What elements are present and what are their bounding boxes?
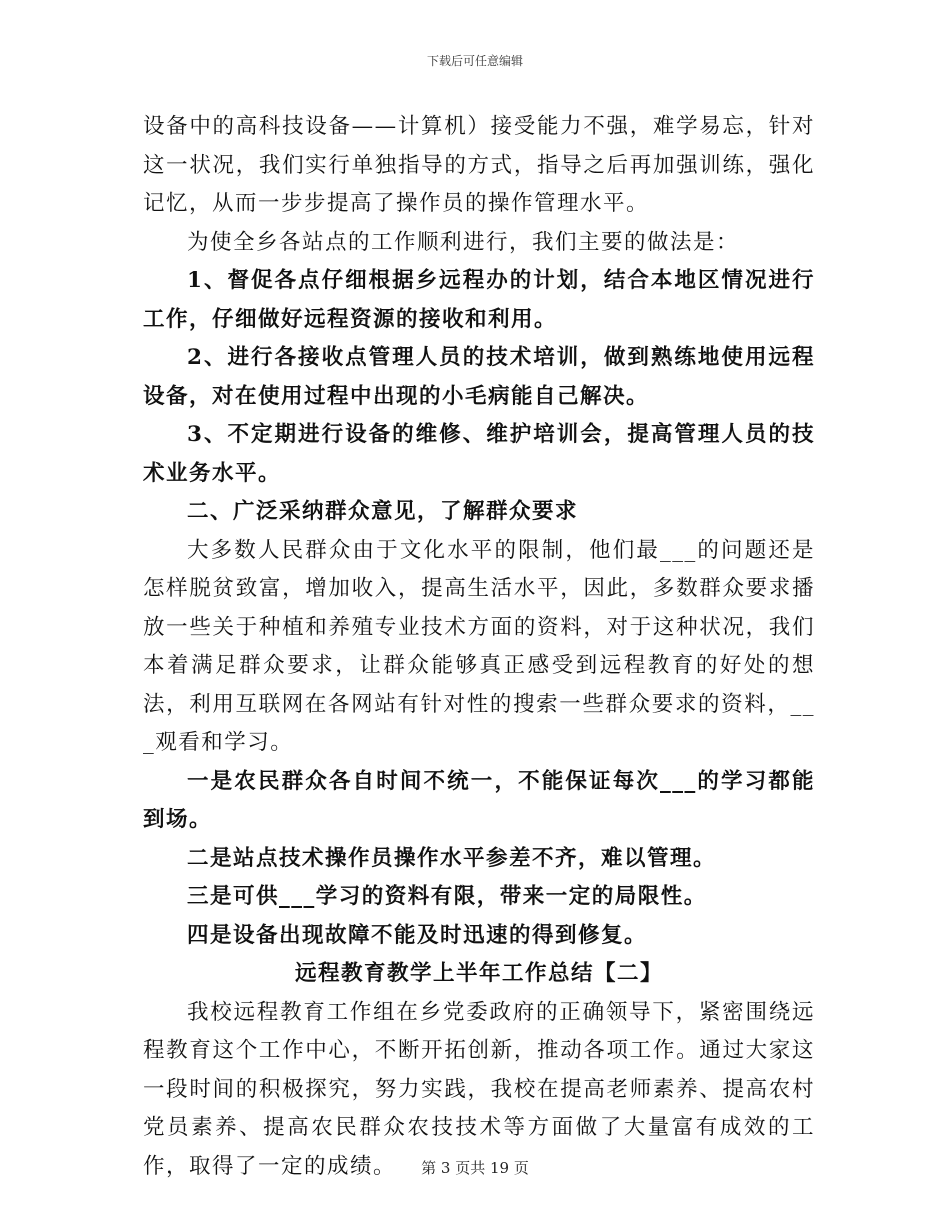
paragraph-issue-4: 四是设备出现故障不能及时迅速的得到修复。 xyxy=(187,922,648,948)
paragraph-continuation: 设备中的高科技设备——计算机）接受能力不强，难学易忘，针对这一状况，我们实行单独指导的方式，指导之后再加强训练，强化记忆，从而一步步提高了操作员的操作管理水平。 xyxy=(143,114,815,216)
document-title: 远程教育教学上半年工作总结【二】 xyxy=(294,961,663,986)
document-body xyxy=(143,108,815,1186)
paragraph-method-2: 2、进行各接收点管理人员的技术培训，做到熟练地使用远程设备，对在使用过程中出现的小毛病能自己解决。 xyxy=(143,345,815,409)
page-header: 下载后可任意编辑 xyxy=(426,54,523,68)
paragraph-method-1: 1、督促各点仔细根据乡远程办的计划，结合本地区情况进行工作，仔细做好远程资源的接收和利用。 xyxy=(143,268,815,332)
paragraph-issue-2: 二是站点技术操作员操作水平参差不齐，难以管理。 xyxy=(187,845,717,871)
paragraph-intro-methods: 为使全乡各站点的工作顺利进行，我们主要的做法是： xyxy=(187,229,740,255)
paragraph-section-2-body: 大多数人民群众由于文化水平的限制，他们最___的问题还是怎样脱贫致富，增加收入，提高生活水平，因此，多数群众要求播放一些关于种植和养殖专业技术方面的资料，对于这种状况，我们本着满足群众要求，让群众能够真正感受到远程教育的好处的想法，利用互联网在各网站有针对性的搜索一些群众要求的资料，___观看和学习。 xyxy=(143,537,815,755)
section-heading-2: 二、广泛采纳群众意见，了解群众要求 xyxy=(187,499,579,524)
paragraph-method-3: 3、不定期进行设备的维修、维护培训会，提高管理人员的技术业务水平。 xyxy=(143,422,815,486)
page-footer: 第 3 页共 19 页 xyxy=(421,1159,529,1177)
paragraph-issue-1: 一是农民群众各自时间不统一，不能保证每次___的学习都能到场。 xyxy=(143,768,815,832)
paragraph-summary-body: 我校远程教育工作组在乡党委政府的正确领导下，紧密围绕远程教育这个工作中心，不断开拓创新，推动各项工作。通过大家这一段时间的积极探究，努力实践，我校在提高老师素养、提高农村党员素养、提高农民群众农技技术等方面做了大量富有成效的工作，取得了一定的成绩。 xyxy=(143,999,815,1179)
paragraph-issue-3: 三是可供___学习的资料有限，带来一定的局限性。 xyxy=(187,884,707,909)
